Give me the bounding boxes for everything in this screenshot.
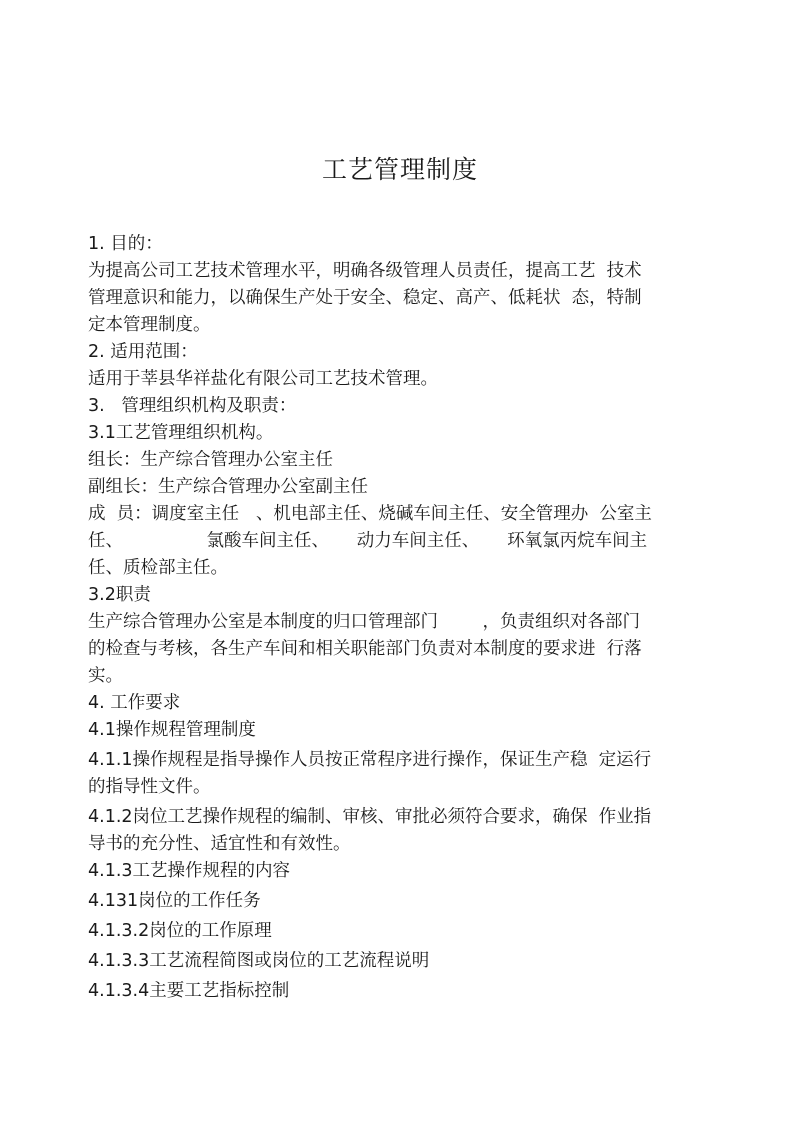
paragraph-line: 定本管理制度。 [88, 315, 211, 335]
list-item: 4.131岗位的工作任务 [88, 891, 261, 911]
paragraph-line: 实。 [88, 666, 123, 686]
paragraph-line: 成 员：调度室主任 、机电部主任、烧碱车间主任、安全管理办 公室主 [88, 504, 652, 524]
section-heading-1: 1. 目的： [88, 234, 163, 254]
paragraph-line: 任、 氯酸车间主任、 动力车间主任、 环氧氯丙烷车间主 [88, 531, 648, 551]
paragraph-line: 的检查与考核，各生产车间和相关职能部门负责对本制度的要求进 行落 [88, 639, 642, 659]
paragraph-line: 组长：生产综合管理办公室主任 [88, 450, 333, 470]
paragraph-line: 副组长：生产综合管理办公室副主任 [88, 477, 368, 497]
section-heading-4: 4. 工作要求 [88, 693, 181, 713]
section-heading-2: 2. 适用范围： [88, 342, 198, 362]
list-item: 4.1.3.3工艺流程简图或岗位的工艺流程说明 [88, 951, 430, 971]
paragraph-line: 管理意识和能力，以确保生产处于安全、稳定、高产、低耗状 态，特制 [88, 288, 642, 308]
paragraph-line: 任、质检部主任。 [88, 558, 228, 578]
paragraph-line: 导书的充分性、适宜性和有效性。 [88, 834, 351, 854]
paragraph-line: 4.1.1操作规程是指导操作人员按正常程序进行操作，保证生产稳 定运行 [88, 750, 652, 770]
subsection-heading: 4.1.3工艺操作规程的内容 [88, 861, 291, 881]
section-heading-3: 3. 管理组织机构及职责： [88, 396, 297, 416]
paragraph-line: 为提高公司工艺技术管理水平，明确各级管理人员责任，提高工艺 技术 [88, 261, 642, 281]
subsection-heading: 3.1工艺管理组织机构。 [88, 423, 274, 443]
subsection-heading: 4.1操作规程管理制度 [88, 720, 256, 740]
paragraph-line: 生产综合管理办公室是本制度的归口管理部门 ，负责组织对各部门 [88, 612, 640, 632]
paragraph-line: 适用于莘县华祥盐化有限公司工艺技术管理。 [88, 369, 438, 389]
list-item: 4.1.3.4主要工艺指标控制 [88, 981, 290, 1001]
paragraph-line: 4.1.2岗位工艺操作规程的编制、审核、审批必须符合要求，确保 作业指 [88, 807, 652, 827]
subsection-heading: 3.2职责 [88, 585, 151, 605]
document-title: 工艺管理制度 [321, 155, 478, 184]
list-item: 4.1.3.2岗位的工作原理 [88, 921, 272, 941]
paragraph-line: 的指导性文件。 [88, 777, 211, 797]
